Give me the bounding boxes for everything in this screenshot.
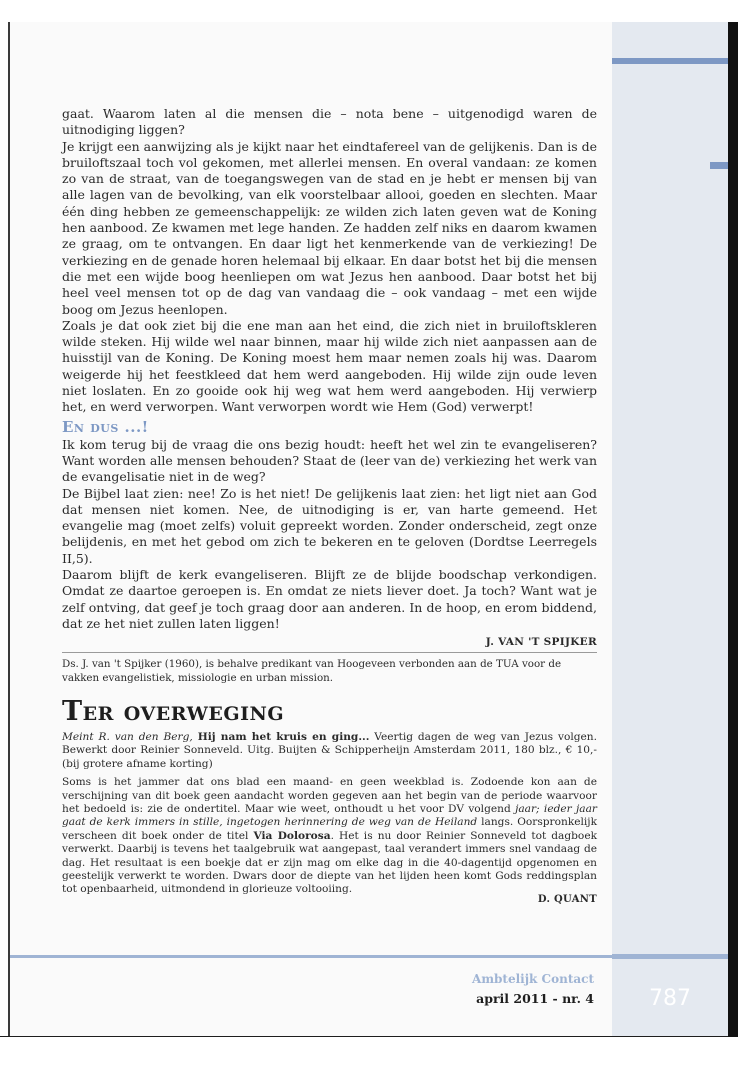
review-text-italic: jaar; ieder jaar gaat de kerk immers in stille, ingetogen herinnering de weg van de Heiland (62, 803, 597, 829)
top-accent-rule (612, 58, 728, 64)
author-bio: Ds. J. van 't Spijker (1960), is behalve predikant van Hoogeveen verbonden aan de TUA voor de vakken evangelistiek, missiologie en urban mission. (62, 658, 562, 684)
paragraph: Je krijgt een aanwijzing als je kijkt naar het eindtafereel van de gelijkenis. Dan is de bruiloftszaal toch vol gekomen, met allerlei mensen. En overal vandaan: ze komen zo van de straat, van de toegangswegen van de stad en je hebt er mensen bij van alle lagen van de bevolking, van elk voorstelbaar allooi, goeden en slechten. Maar één ding hebben ze gemeenschappelijk: ze wilden zich laten geven wat de Koning hen aanbood. Ze kwamen met lege handen. Ze hadden zelf niks en daarom kwamen ze graag, om te ontvangen. En daar ligt het kenmerkende van de verkiezing! De verkiezing en de genade horen helemaal bij elkaar. En daar botst het bij die mensen die met een wijde boog heenliepen om wat Jezus hen aanbood. Daar botst het bij heel veel mensen tot op de dag van vandaag die – ook vandaag – met een wijde boog om Jezus heenlopen. (62, 138, 597, 317)
section-title: Ter overweging (62, 696, 285, 728)
issue-date: april 2011 - nr. 4 (476, 991, 594, 1006)
paragraph: Ik kom terug bij de vraag die ons bezig houdt: heeft het wel zin te evangeliseren? Want worden alle mensen behouden? Staat de (leer van de) verkiezing het werk van de evangelisatie niet in de weg? (62, 436, 597, 485)
footer-rule (10, 955, 612, 958)
article-author: J. VAN 'T SPIJKER (485, 636, 597, 649)
book-author: Meint R. van den Berg, (62, 731, 193, 744)
review-text: langs. Oorspronkelijk verscheen dit boek onder de titel (62, 816, 597, 842)
scan-margin-top (0, 0, 738, 22)
paragraph: Daarom blijft de kerk evangeliseren. Blijft ze de blijde boodschap verkondigen. Omdat ze daartoe geroepen is. En omdat ze niets liever doet. Ja toch? Want wat je zelf ontving, dat geef je toch graag door aan anderen. In de hoop, en erom biddend, dat ze het niet zullen laten liggen! (62, 567, 597, 631)
article-column (62, 106, 597, 905)
page-number: 787 (649, 986, 691, 1011)
review-body (62, 776, 597, 897)
book-details: Veertig dagen de weg van Jezus volgen. Bewerkt door Reinier Sonneveld. Uitg. Buijten & Schipperheijn Amsterdam 2011, 180 blz., € 10,- (bij grotere afname korting) (62, 731, 597, 770)
review-author: D. QUANT (537, 893, 597, 905)
footer-rule-band (612, 954, 728, 959)
paragraph: Zoals je dat ook ziet bij die ene man aan het eind, die zich niet in bruiloftskleren wilde steken. Hij wilde wel naar binnen, maar hij wilde zich niet aanpassen aan de huisstijl van de Koning. De Koning moest hem maar nemen zoals hij was. Daarom weigerde hij het feestkleed dat hem werd aangeboden. Hij wilde zijn oude leven niet loslaten. En zo gooide ook hij weg wat hem werd aangeboden. Hij verwierp het, en werd verworpen. Want verworpen wordt wie Hem (God) verwerpt! (62, 317, 597, 415)
paragraph: gaat. Waarom laten al die mensen die – nota bene – uitgenodigd waren de uitnodiging liggen? (62, 106, 597, 138)
article-body-2 (62, 437, 597, 633)
book-title: Hij nam het kruis en ging... (197, 731, 370, 744)
divider (62, 652, 597, 653)
review-intro (62, 731, 597, 771)
scan-right-edge (728, 22, 738, 1052)
article-body (62, 106, 597, 416)
paragraph: De Bijbel laat zien: nee! Zo is het niet! De gelijkenis laat zien: het ligt niet aan God dat mensen niet komen. Nee, de uitnodiging is er, van harte gemeend. Het evangelie mag (moet zelfs) voluit gepreekt worden. Zonder onderscheid, zegt onze belijdenis, en met het gebod om zich te bekeren en te geloven (Dordtse Leerregels II,5). (62, 485, 597, 566)
scan-margin-bottom (0, 1037, 738, 1068)
magazine-name: Ambtelijk Contact (472, 972, 594, 986)
right-color-band (612, 22, 728, 1037)
side-tab-marker (710, 162, 728, 169)
review-text: . Het is nu door Reinier Sonneveld tot dagboek verwerkt. Daarbij is tevens het taalgebruik wat aangepast, taal verandert immers snel vandaag de dag. Het resultaat is een boekje dat er zijn mag om elke dag in die 40-dagentijd opgenomen en geestelijk verwerkt te worden. Dwars door de diepte van het lijden heen komt Gods reddingsplan tot openbaarheid, uitmondend in glorieuze voltooiing. (62, 829, 598, 896)
section-heading: En dus ...! (62, 417, 149, 436)
review-text-bold: Via Dolorosa (253, 829, 331, 842)
review-text: Soms is het jammer dat ons blad een maand- en geen weekblad is. Zodoende kon aan de verschijning van dit boek geen aandacht worden gegeven aan het begin van de periode waarvoor het bedoeld is: zie de ondertitel. Maar wie weet, onthoudt u het voor DV volgend (62, 776, 597, 816)
